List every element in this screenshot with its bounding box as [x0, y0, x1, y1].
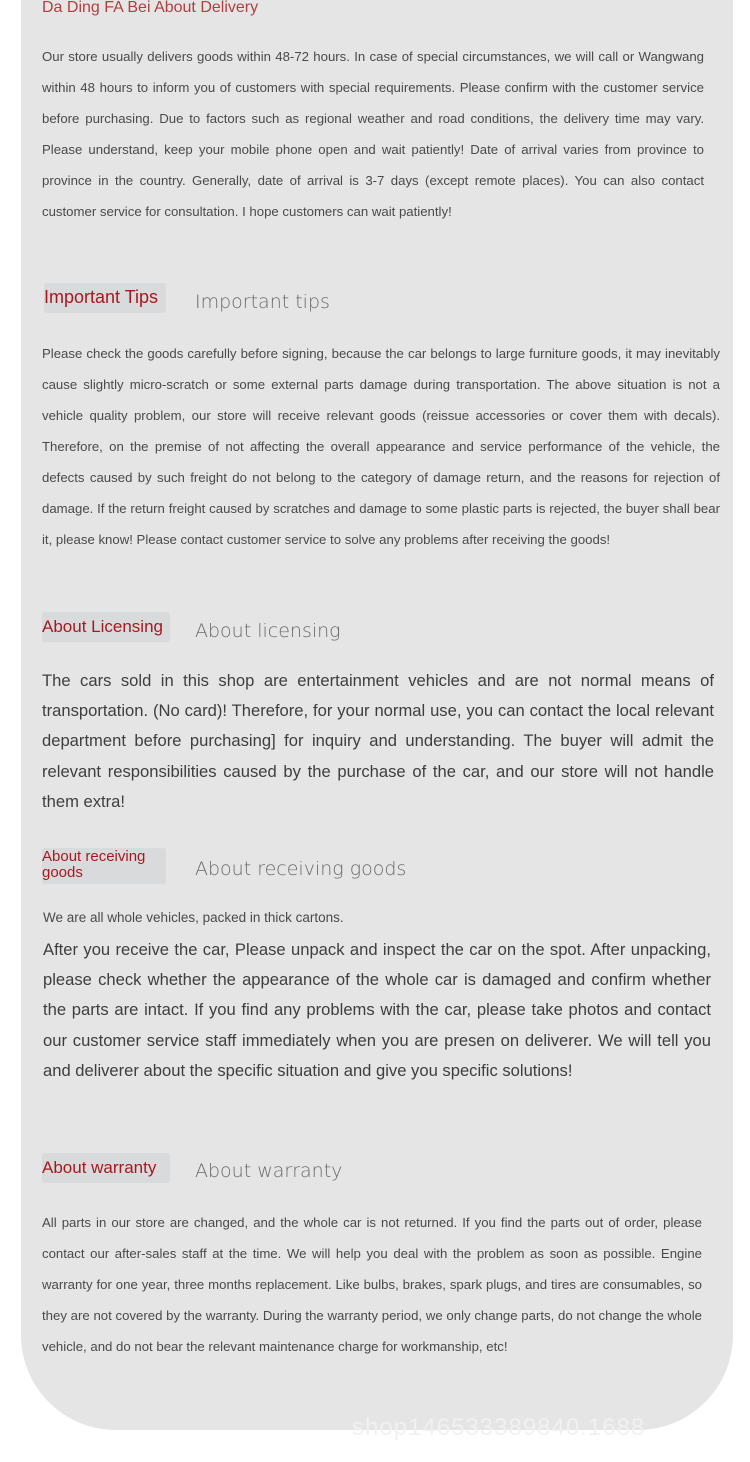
warranty-title: About warranty: [42, 1158, 157, 1177]
tips-subtitle: Important tips: [195, 291, 330, 313]
shop-watermark: shop146533389840.1688: [352, 1414, 646, 1441]
receiving-intro: We are all whole vehicles, packed in thick cartons.: [43, 910, 344, 925]
delivery-title: Da Ding FA Bei About Delivery: [42, 0, 259, 16]
licensing-body: The cars sold in this shop are entertainment vehicles and are not normal means of transportation. (No card)! Therefore, for your normal use, you can contact the local relevant department before purchasing] for inquiry and understanding. The buyer will admit the relevant responsibilities caused by the purchase of the car, and our store will not handle them extra!: [42, 671, 714, 811]
warranty-body: All parts in our store are changed, and the whole car is not returned. If you find the parts out of order, please contact our after-sales staff at the time. We will help you deal with the problem as soon as possible. Engine warranty for one year, three months replacement. Like bulbs, brakes, spark plugs, and tires are consumables, so they are not covered by the warranty. During the warranty period, we only change parts, do not change the whole vehicle, and do not bear the relevant maintenance charge for workmanship, etc!: [42, 1215, 702, 1354]
licensing-title: About Licensing: [42, 617, 163, 636]
receiving-title: About receiving goods: [42, 848, 146, 881]
delivery-body: Our store usually delivers goods within 48-72 hours. In case of special circumstances, we will call or Wangwang within 48 hours to inform you of customers with special requirements. Please confirm with the customer service before purchasing. Due to factors such as regional weather and road conditions, the delivery time may vary. Please understand, keep your mobile phone open and wait patiently! Date of arrival varies from province to province in the country. Generally, date of arrival is 3-7 days (except remote places). You can also contact customer service for consultation. I hope customers can wait patiently!: [42, 49, 704, 219]
receiving-subtitle: About receiving goods: [195, 858, 407, 880]
licensing-subtitle: About licensing: [195, 620, 341, 642]
tips-title: Important Tips: [44, 287, 159, 307]
warranty-subtitle: About warranty: [195, 1160, 343, 1182]
receiving-body: After you receive the car, Please unpack and inspect the car on the spot. After unpacking, please check whether the appearance of the whole car is damaged and confirm whether the parts are intact. If you find any problems with the car, please take photos and contact our customer service staff immediately when you are presen on deliverer. We will tell you and deliverer about the specific situation and give you specific solutions!: [43, 940, 711, 1080]
tips-body: Please check the goods carefully before signing, because the car belongs to large furniture goods, it may inevitably cause slightly micro-scratch or some external parts damage during transportation. The above situation is not a vehicle quality problem, our store will receive relevant goods (reissue accessories or cover them with decals). Therefore, on the premise of not affecting the overall appearance and service performance of the vehicle, the defects caused by such freight do not belong to the category of damage return, and the reasons for rejection of damage. If the return freight caused by scratches and damage to some plastic parts is rejected, the buyer shall bear it, please know! Please contact customer service to solve any problems after receiving the goods!: [42, 346, 720, 547]
